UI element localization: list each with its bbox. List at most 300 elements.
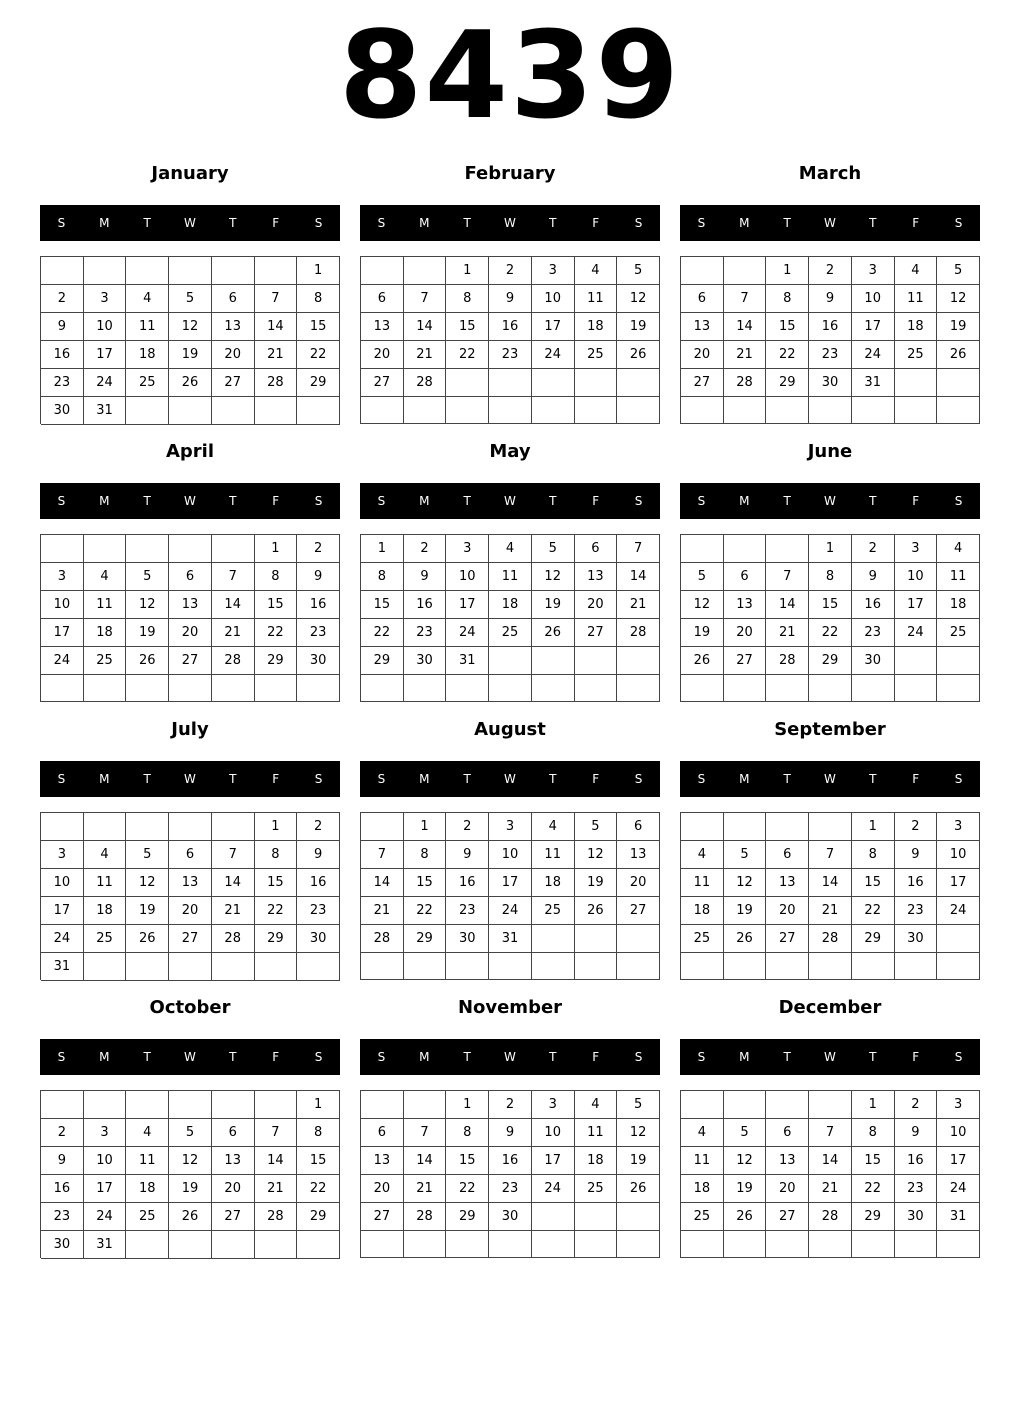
day-grid — [40, 256, 340, 424]
day-cell: 25 — [575, 1175, 618, 1203]
day-cell: 25 — [532, 897, 575, 925]
day-cell: 23 — [852, 619, 895, 647]
day-cell: 23 — [446, 897, 489, 925]
day-cell — [937, 397, 980, 424]
day-cell: 11 — [681, 1147, 724, 1175]
day-cell: 16 — [895, 1147, 938, 1175]
day-cell: 16 — [297, 869, 340, 897]
day-cell — [489, 647, 532, 675]
day-cell: 1 — [446, 1091, 489, 1119]
day-cell — [169, 1091, 212, 1119]
day-cell — [575, 647, 618, 675]
day-cell: 1 — [297, 1091, 340, 1119]
day-cell: 31 — [41, 953, 84, 981]
day-cell: 23 — [404, 619, 447, 647]
day-cell: 4 — [126, 1119, 169, 1147]
day-cell: 15 — [852, 869, 895, 897]
day-cell — [84, 953, 127, 981]
day-cell: 18 — [681, 897, 724, 925]
day-cell: 26 — [532, 619, 575, 647]
day-cell: 5 — [617, 1091, 660, 1119]
day-cell: 17 — [852, 313, 895, 341]
day-cell: 20 — [361, 341, 404, 369]
day-cell: 13 — [169, 591, 212, 619]
day-cell: 3 — [489, 813, 532, 841]
day-cell — [404, 953, 447, 980]
day-cell: 27 — [361, 1203, 404, 1231]
day-cell: 18 — [126, 341, 169, 369]
day-cell: 21 — [766, 619, 809, 647]
day-cell: 1 — [297, 257, 340, 285]
weekday-label: T — [229, 1050, 237, 1064]
day-cell: 11 — [84, 869, 127, 897]
day-cell: 5 — [126, 841, 169, 869]
month-name: July — [171, 719, 209, 740]
day-cell — [126, 535, 169, 563]
day-cell — [169, 953, 212, 981]
weekday-label: T — [549, 216, 557, 230]
day-cell — [617, 953, 660, 980]
day-cell: 23 — [895, 1175, 938, 1203]
day-cell: 25 — [681, 1203, 724, 1231]
day-cell: 30 — [297, 647, 340, 675]
day-cell: 7 — [809, 1119, 852, 1147]
day-cell: 23 — [41, 369, 84, 397]
day-cell: 21 — [404, 341, 447, 369]
day-cell — [852, 953, 895, 980]
day-cell: 9 — [809, 285, 852, 313]
day-cell: 24 — [84, 1203, 127, 1231]
day-cell: 29 — [255, 925, 298, 953]
day-cell: 21 — [212, 897, 255, 925]
day-cell — [809, 813, 852, 841]
month-name: October — [149, 997, 231, 1018]
day-cell: 17 — [84, 1175, 127, 1203]
weekday-label: W — [824, 216, 836, 230]
day-cell: 22 — [361, 619, 404, 647]
day-cell: 2 — [895, 813, 938, 841]
day-cell — [766, 675, 809, 702]
day-cell: 25 — [575, 341, 618, 369]
day-cell: 21 — [361, 897, 404, 925]
weekday-label: S — [954, 772, 963, 786]
weekday-label: F — [272, 772, 280, 786]
day-cell: 8 — [446, 285, 489, 313]
day-cell — [724, 953, 767, 980]
day-cell: 20 — [681, 341, 724, 369]
day-cell: 11 — [532, 841, 575, 869]
day-cell: 20 — [361, 1175, 404, 1203]
day-cell: 28 — [361, 925, 404, 953]
weekday-label: W — [504, 772, 516, 786]
day-cell: 12 — [126, 869, 169, 897]
day-cell — [532, 369, 575, 397]
day-cell: 24 — [937, 897, 980, 925]
day-cell — [895, 675, 938, 702]
day-cell: 3 — [41, 841, 84, 869]
day-cell: 27 — [617, 897, 660, 925]
weekday-label: M — [419, 494, 430, 508]
weekday-label: S — [57, 216, 66, 230]
day-cell: 12 — [169, 313, 212, 341]
day-cell — [361, 257, 404, 285]
day-cell: 5 — [126, 563, 169, 591]
day-cell: 2 — [489, 257, 532, 285]
day-cell — [532, 647, 575, 675]
day-cell: 25 — [126, 1203, 169, 1231]
day-cell: 23 — [489, 1175, 532, 1203]
day-cell: 16 — [489, 313, 532, 341]
day-cell: 8 — [446, 1119, 489, 1147]
day-cell: 22 — [852, 897, 895, 925]
weekday-label: S — [377, 772, 386, 786]
month-name: September — [774, 719, 886, 740]
day-cell: 19 — [169, 1175, 212, 1203]
month-name: August — [474, 719, 546, 740]
weekday-label: T — [869, 1050, 877, 1064]
weekday-label: S — [314, 1050, 323, 1064]
day-cell: 17 — [937, 1147, 980, 1175]
day-cell — [937, 1231, 980, 1258]
day-cell: 4 — [84, 563, 127, 591]
day-cell: 28 — [255, 1203, 298, 1231]
weekday-label: M — [739, 494, 750, 508]
weekday-label: S — [377, 216, 386, 230]
day-cell — [361, 953, 404, 980]
month-name: December — [778, 997, 882, 1018]
weekday-label: S — [634, 216, 643, 230]
day-cell — [446, 675, 489, 702]
day-cell: 6 — [169, 841, 212, 869]
day-cell: 16 — [41, 341, 84, 369]
weekday-label: F — [912, 772, 920, 786]
day-cell: 19 — [126, 897, 169, 925]
weekday-label: W — [504, 216, 516, 230]
day-cell: 24 — [84, 369, 127, 397]
day-cell: 12 — [169, 1147, 212, 1175]
day-cell: 27 — [361, 369, 404, 397]
day-cell — [361, 397, 404, 424]
day-cell: 4 — [84, 841, 127, 869]
day-grid — [680, 812, 980, 980]
day-cell: 22 — [852, 1175, 895, 1203]
day-cell: 19 — [724, 1175, 767, 1203]
day-cell: 14 — [404, 1147, 447, 1175]
day-cell — [681, 953, 724, 980]
day-cell: 27 — [212, 1203, 255, 1231]
day-cell: 9 — [41, 1147, 84, 1175]
day-cell: 27 — [169, 647, 212, 675]
day-cell: 9 — [297, 841, 340, 869]
day-cell: 17 — [895, 591, 938, 619]
day-cell — [126, 1231, 169, 1259]
day-cell — [617, 647, 660, 675]
weekday-label: S — [697, 216, 706, 230]
day-cell: 26 — [617, 341, 660, 369]
day-cell: 26 — [126, 647, 169, 675]
day-cell: 6 — [361, 1119, 404, 1147]
day-cell — [532, 397, 575, 424]
weekday-header — [40, 483, 340, 519]
weekday-label: M — [739, 1050, 750, 1064]
day-cell: 21 — [724, 341, 767, 369]
day-cell: 11 — [895, 285, 938, 313]
day-cell: 9 — [895, 1119, 938, 1147]
day-cell — [446, 1231, 489, 1258]
day-cell: 15 — [255, 591, 298, 619]
day-cell: 15 — [255, 869, 298, 897]
day-cell — [212, 257, 255, 285]
weekday-label: F — [592, 216, 600, 230]
day-cell — [84, 675, 127, 702]
day-cell — [681, 535, 724, 563]
day-cell: 27 — [724, 647, 767, 675]
day-cell: 15 — [361, 591, 404, 619]
day-cell: 1 — [809, 535, 852, 563]
weekday-label: S — [697, 1050, 706, 1064]
day-cell: 27 — [212, 369, 255, 397]
day-cell: 19 — [617, 1147, 660, 1175]
day-cell — [169, 397, 212, 425]
day-cell: 5 — [532, 535, 575, 563]
day-cell: 25 — [489, 619, 532, 647]
day-cell: 3 — [446, 535, 489, 563]
day-cell: 11 — [126, 313, 169, 341]
weekday-header — [360, 205, 660, 241]
weekday-label: S — [57, 1050, 66, 1064]
day-cell: 14 — [255, 313, 298, 341]
day-cell: 12 — [724, 869, 767, 897]
day-cell: 26 — [724, 1203, 767, 1231]
day-cell: 22 — [297, 341, 340, 369]
month-name: November — [457, 997, 563, 1018]
day-cell: 3 — [41, 563, 84, 591]
day-cell: 3 — [532, 257, 575, 285]
day-cell: 19 — [937, 313, 980, 341]
weekday-label: S — [634, 494, 643, 508]
day-cell: 22 — [766, 341, 809, 369]
day-cell: 25 — [84, 925, 127, 953]
day-cell: 10 — [937, 1119, 980, 1147]
day-cell — [84, 535, 127, 563]
weekday-label: W — [824, 494, 836, 508]
day-cell: 28 — [255, 369, 298, 397]
day-cell — [575, 953, 618, 980]
day-cell: 7 — [255, 1119, 298, 1147]
day-cell: 22 — [446, 341, 489, 369]
day-cell: 2 — [41, 1119, 84, 1147]
day-cell: 7 — [809, 841, 852, 869]
day-cell: 14 — [766, 591, 809, 619]
day-cell: 30 — [297, 925, 340, 953]
weekday-label: T — [143, 494, 151, 508]
weekday-label: W — [824, 1050, 836, 1064]
day-cell — [361, 1091, 404, 1119]
day-cell: 20 — [766, 1175, 809, 1203]
day-cell: 19 — [532, 591, 575, 619]
day-cell: 4 — [937, 535, 980, 563]
day-cell: 9 — [489, 1119, 532, 1147]
day-cell: 29 — [766, 369, 809, 397]
day-cell: 22 — [446, 1175, 489, 1203]
day-cell: 2 — [809, 257, 852, 285]
day-cell: 9 — [852, 563, 895, 591]
day-cell — [126, 1091, 169, 1119]
day-cell: 26 — [724, 925, 767, 953]
day-cell: 18 — [84, 619, 127, 647]
day-cell — [361, 813, 404, 841]
day-cell — [895, 369, 938, 397]
day-cell: 8 — [809, 563, 852, 591]
day-cell: 6 — [617, 813, 660, 841]
weekday-label: M — [99, 772, 110, 786]
day-grid — [40, 812, 340, 980]
day-cell — [212, 675, 255, 702]
weekday-header — [40, 205, 340, 241]
weekday-label: M — [419, 216, 430, 230]
day-cell — [895, 953, 938, 980]
day-cell: 28 — [766, 647, 809, 675]
day-cell — [255, 257, 298, 285]
day-cell: 6 — [575, 535, 618, 563]
day-cell: 8 — [404, 841, 447, 869]
weekday-label: S — [377, 1050, 386, 1064]
day-cell: 2 — [446, 813, 489, 841]
day-cell: 19 — [575, 869, 618, 897]
day-cell: 7 — [404, 1119, 447, 1147]
day-cell: 29 — [297, 369, 340, 397]
day-cell: 11 — [84, 591, 127, 619]
day-cell: 19 — [681, 619, 724, 647]
day-cell: 15 — [297, 313, 340, 341]
day-cell — [255, 675, 298, 702]
day-cell: 9 — [297, 563, 340, 591]
day-cell: 10 — [41, 869, 84, 897]
day-cell: 21 — [212, 619, 255, 647]
day-cell — [895, 647, 938, 675]
day-cell: 5 — [724, 841, 767, 869]
month-name: June — [807, 441, 853, 462]
weekday-label: S — [697, 494, 706, 508]
day-cell: 10 — [489, 841, 532, 869]
day-cell — [681, 1091, 724, 1119]
day-cell: 1 — [255, 535, 298, 563]
weekday-label: W — [504, 494, 516, 508]
day-cell — [532, 925, 575, 953]
day-cell — [681, 257, 724, 285]
weekday-label: T — [783, 494, 791, 508]
day-cell: 22 — [297, 1175, 340, 1203]
day-cell: 10 — [532, 1119, 575, 1147]
day-cell: 20 — [169, 619, 212, 647]
day-cell: 30 — [809, 369, 852, 397]
day-cell — [212, 535, 255, 563]
weekday-label: F — [592, 494, 600, 508]
day-cell — [617, 1203, 660, 1231]
day-cell — [617, 1231, 660, 1258]
day-cell: 4 — [575, 1091, 618, 1119]
day-cell — [575, 1231, 618, 1258]
weekday-label: S — [314, 494, 323, 508]
day-cell — [169, 813, 212, 841]
weekday-label: S — [634, 1050, 643, 1064]
weekday-label: T — [783, 1050, 791, 1064]
day-cell — [724, 257, 767, 285]
weekday-label: M — [739, 772, 750, 786]
day-cell: 6 — [724, 563, 767, 591]
day-cell: 3 — [937, 813, 980, 841]
day-cell: 14 — [617, 563, 660, 591]
day-cell: 11 — [937, 563, 980, 591]
day-cell: 21 — [809, 897, 852, 925]
weekday-label: T — [229, 216, 237, 230]
day-cell: 24 — [532, 341, 575, 369]
day-cell: 15 — [446, 313, 489, 341]
day-cell: 17 — [446, 591, 489, 619]
day-cell: 26 — [617, 1175, 660, 1203]
day-cell — [169, 257, 212, 285]
day-cell — [937, 953, 980, 980]
weekday-label: W — [184, 1050, 196, 1064]
weekday-label: T — [869, 216, 877, 230]
day-cell — [852, 1231, 895, 1258]
day-cell: 19 — [126, 619, 169, 647]
day-cell: 13 — [681, 313, 724, 341]
day-cell: 24 — [489, 897, 532, 925]
weekday-label: T — [463, 494, 471, 508]
day-cell: 12 — [126, 591, 169, 619]
day-cell: 12 — [575, 841, 618, 869]
day-cell — [724, 1091, 767, 1119]
day-cell — [169, 1231, 212, 1259]
day-cell — [575, 925, 618, 953]
day-cell: 27 — [766, 925, 809, 953]
day-cell: 2 — [297, 813, 340, 841]
day-cell — [681, 397, 724, 424]
day-cell: 4 — [126, 285, 169, 313]
month-name: April — [165, 441, 215, 462]
day-cell: 3 — [852, 257, 895, 285]
day-cell: 14 — [212, 591, 255, 619]
day-cell: 25 — [126, 369, 169, 397]
weekday-label: W — [184, 216, 196, 230]
day-cell: 28 — [724, 369, 767, 397]
day-cell: 29 — [361, 647, 404, 675]
day-cell: 1 — [852, 1091, 895, 1119]
weekday-label: M — [419, 1050, 430, 1064]
day-cell: 30 — [895, 925, 938, 953]
weekday-label: T — [229, 494, 237, 508]
day-cell: 18 — [575, 1147, 618, 1175]
day-cell: 24 — [41, 647, 84, 675]
day-cell: 4 — [489, 535, 532, 563]
day-cell — [126, 397, 169, 425]
day-cell: 18 — [532, 869, 575, 897]
day-cell — [766, 953, 809, 980]
day-cell: 27 — [766, 1203, 809, 1231]
day-cell: 12 — [937, 285, 980, 313]
month-name: March — [798, 163, 862, 184]
weekday-header — [680, 483, 980, 519]
weekday-label: M — [99, 1050, 110, 1064]
day-cell — [809, 675, 852, 702]
day-cell — [895, 397, 938, 424]
day-cell — [126, 257, 169, 285]
weekday-label: T — [549, 772, 557, 786]
day-cell: 15 — [852, 1147, 895, 1175]
day-cell: 10 — [532, 285, 575, 313]
day-cell: 28 — [404, 1203, 447, 1231]
